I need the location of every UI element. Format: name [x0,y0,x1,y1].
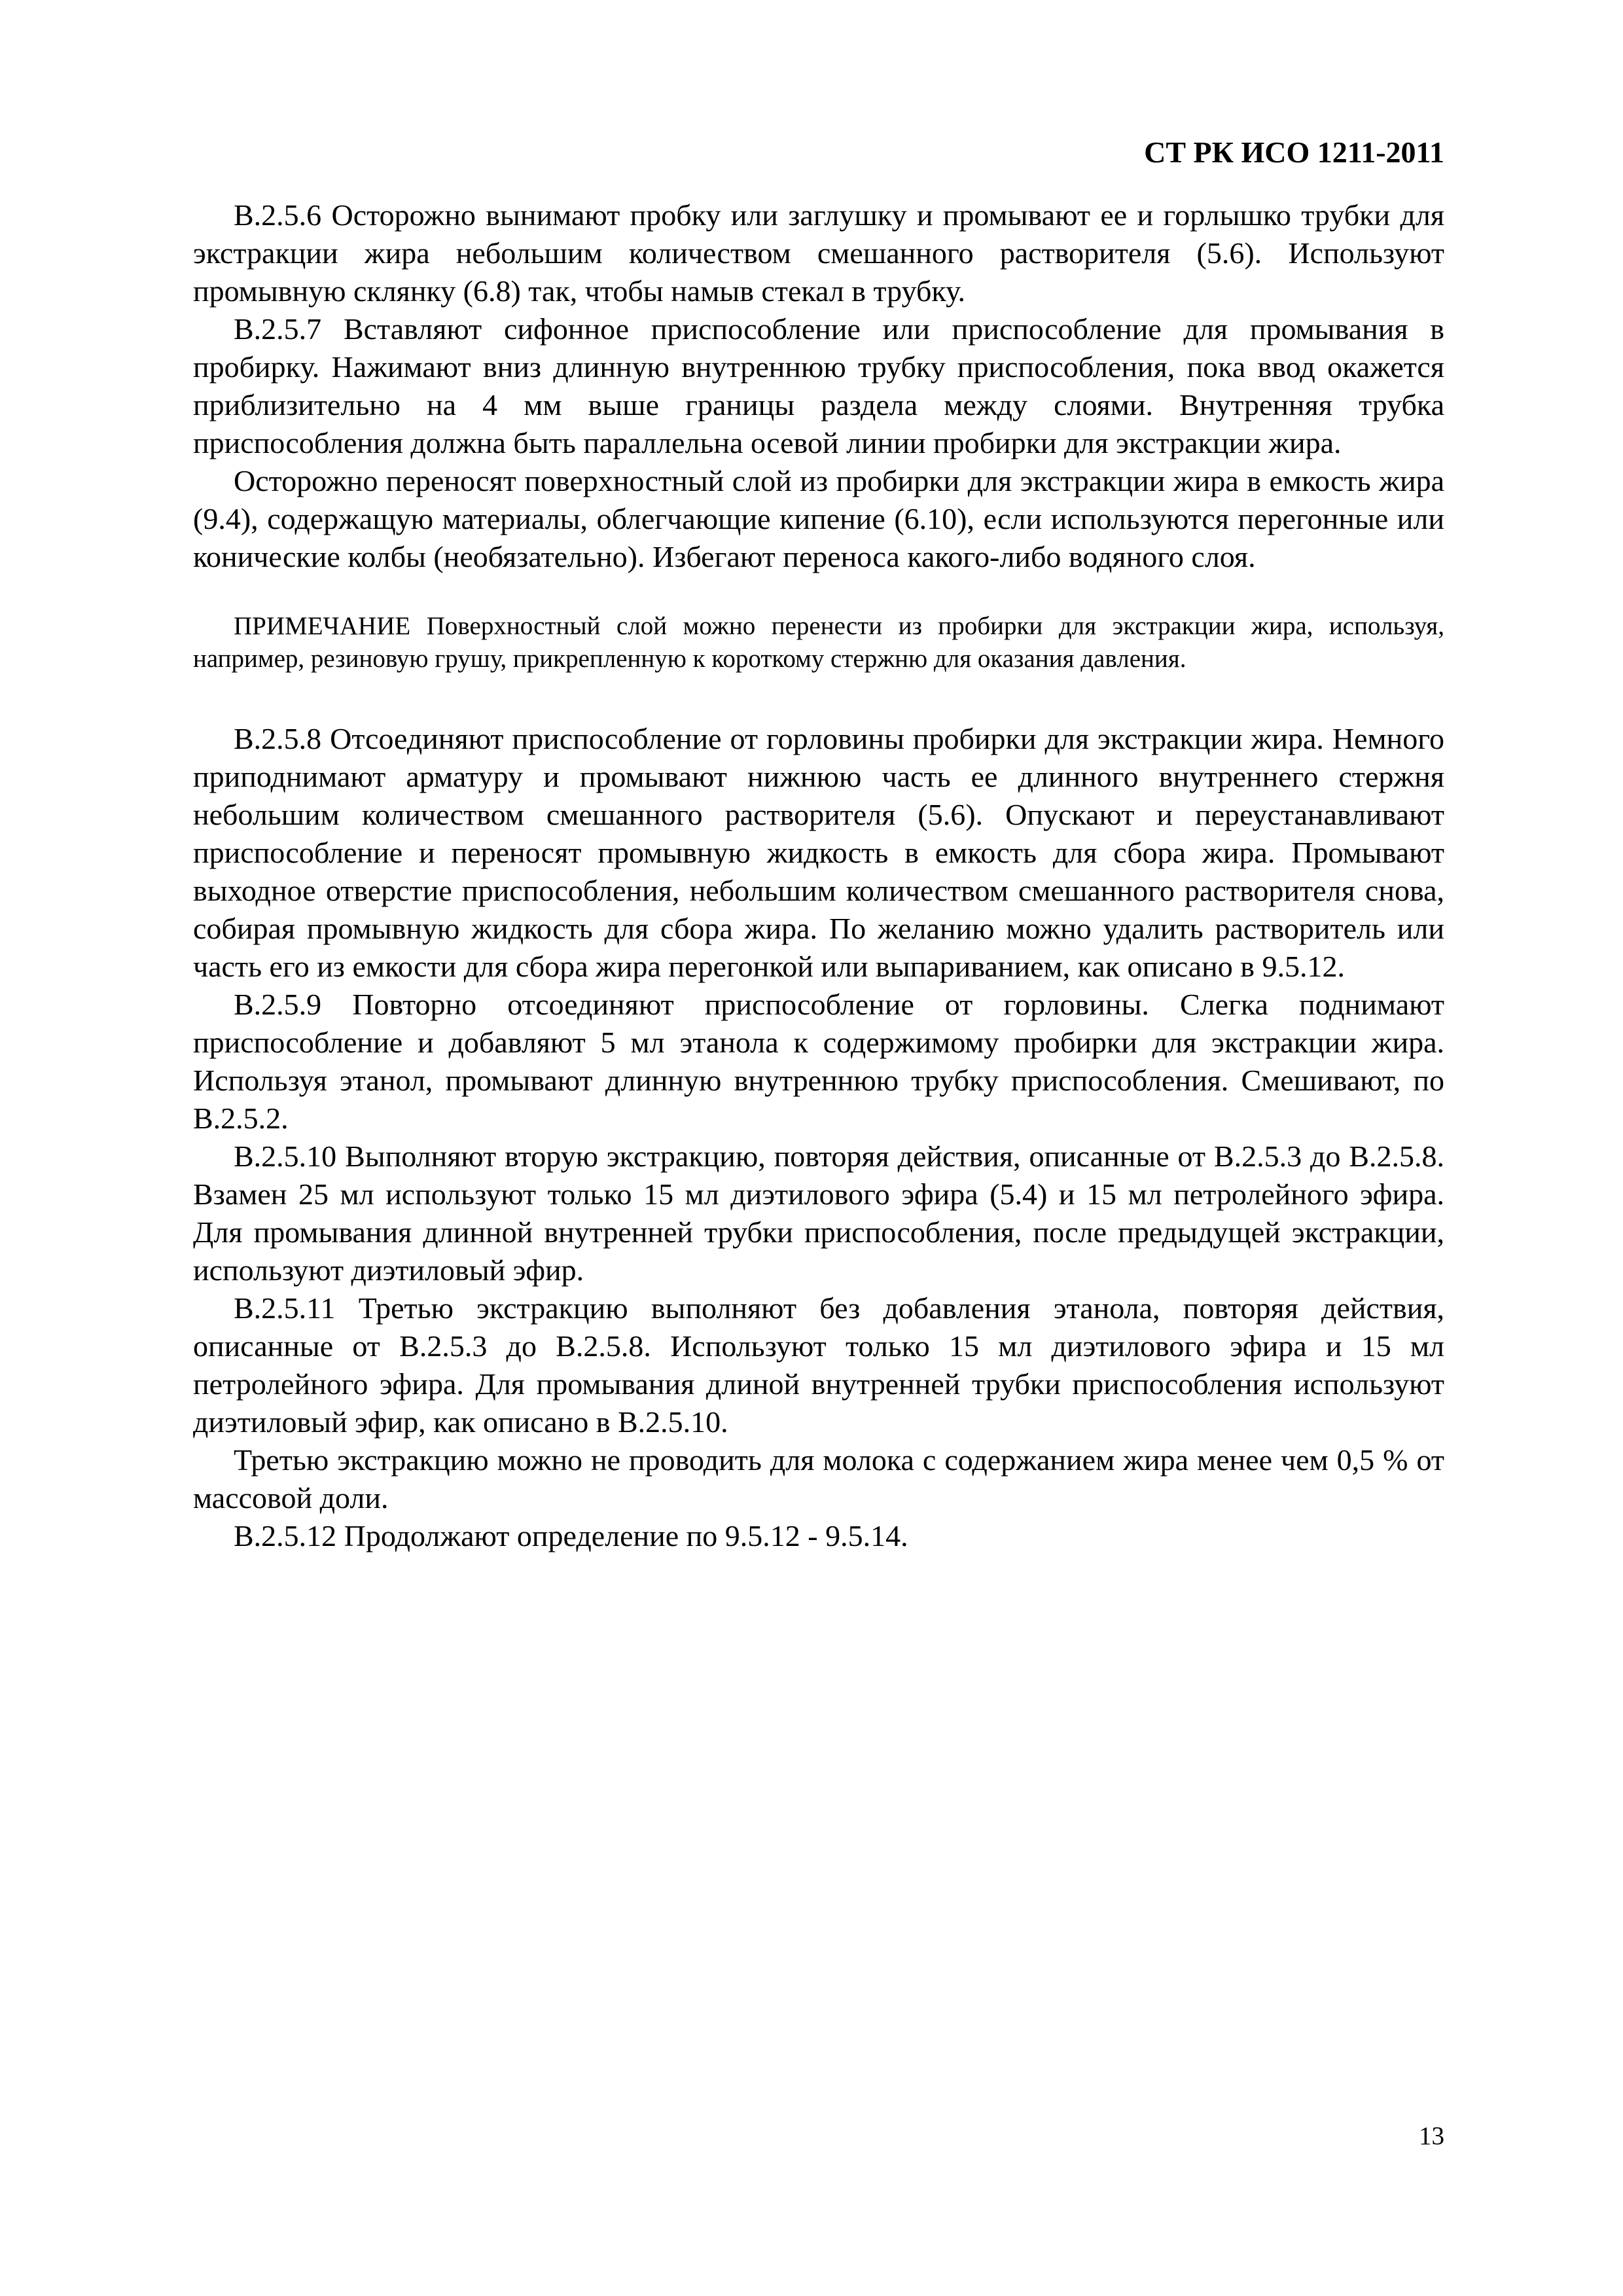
paragraph-b-2-5-11: В.2.5.11 Третью экстракцию выполняют без добавления этанола, повторяя действия, описанные от В.2.5.3 до В.2.5.8. Используют только 15 мл диэтилового эфира и 15 мл петролейного эфира. Для промывания длиной внутренней трубки приспособления используют диэтиловый эфир, как описано в В.2.5.10. [193,1291,1444,1439]
document-body [193,196,1444,1555]
paragraph-transfer-layer: Осторожно переносят поверхностный слой из пробирки для экстракции жира в емкость жира (9.4), содержащую материалы, облегчающие кипение (6.10), если используются перегонные или конические колбы (необязательно). Избегают переноса какого-либо водяного слоя. [193,464,1444,573]
paragraph-third-extraction: Третью экстракцию можно не проводить для молока с содержанием жира менее чем 0,5 % от массовой доли. [193,1443,1444,1515]
paragraph-b-2-5-8: В.2.5.8 Отсоединяют приспособление от горловины пробирки для экстракции жира. Немного приподнимают арматуру и промывают нижнюю часть ее длинного внутреннего стержня небольшим количеством смешанного растворителя (5.6). Опускают и переустанавливают приспособление и переносят промывную жидкость в емкость для сбора жира. Промывают выходное отверстие приспособления, небольшим количеством смешанного растворителя снова, собирая промывную жидкость для сбора жира. По желанию можно удалить растворитель или часть его из емкости для сбора жира перегонкой или выпариванием, как описано в 9.5.12. [193,722,1444,983]
paragraph-b-2-5-12: В.2.5.12 Продолжают определение по 9.5.12 - 9.5.14. [234,1519,908,1552]
note-paragraph: ПРИМЕЧАНИЕ Поверхностный слой можно перенести из пробирки для экстракции жира, используя, например, резиновую грушу, прикрепленную к короткому стержню для оказания давления. [193,612,1444,673]
paragraph-b-2-5-10: В.2.5.10 Выполняют вторую экстракцию, повторяя действия, описанные от В.2.5.3 до В.2.5.8. Взамен 25 мл используют только 15 мл диэтилового эфира (5.4) и 15 мл петролейного эфира. Для промывания длинной внутренней трубки приспособления, после предыдущей экстракции, используют диэтиловый эфир. [193,1139,1444,1287]
paragraph-b-2-5-7: В.2.5.7 Вставляют сифонное приспособление или приспособление для промывания в пробирку. Нажимают вниз длинную внутреннюю трубку приспособления, пока ввод окажется приблизительно на 4 мм выше границы раздела между слоями. Внутренняя трубка приспособления должна быть параллельна осевой линии пробирки для экстракции жира. [193,312,1444,459]
paragraph-b-2-5-6: В.2.5.6 Осторожно вынимают пробку или заглушку и промывают ее и горлышко трубки для экстракции жира небольшим количеством смешанного растворителя (5.6). Используют промывную склянку (6.8) так, чтобы намыв стекал в трубку. [193,198,1444,308]
standard-code-header: СТ РК ИСО 1211-2011 [1144,135,1444,169]
page-number: 13 [1419,2122,1444,2150]
paragraph-b-2-5-9: В.2.5.9 Повторно отсоединяют приспособление от горловины. Слегка поднимают приспособление и добавляют 5 мл этанола к содержимому пробирки для экстракции жира. Используя этанол, промывают длинную внутреннюю трубку приспособления. Смешивают, по В.2.5.2. [193,988,1444,1135]
